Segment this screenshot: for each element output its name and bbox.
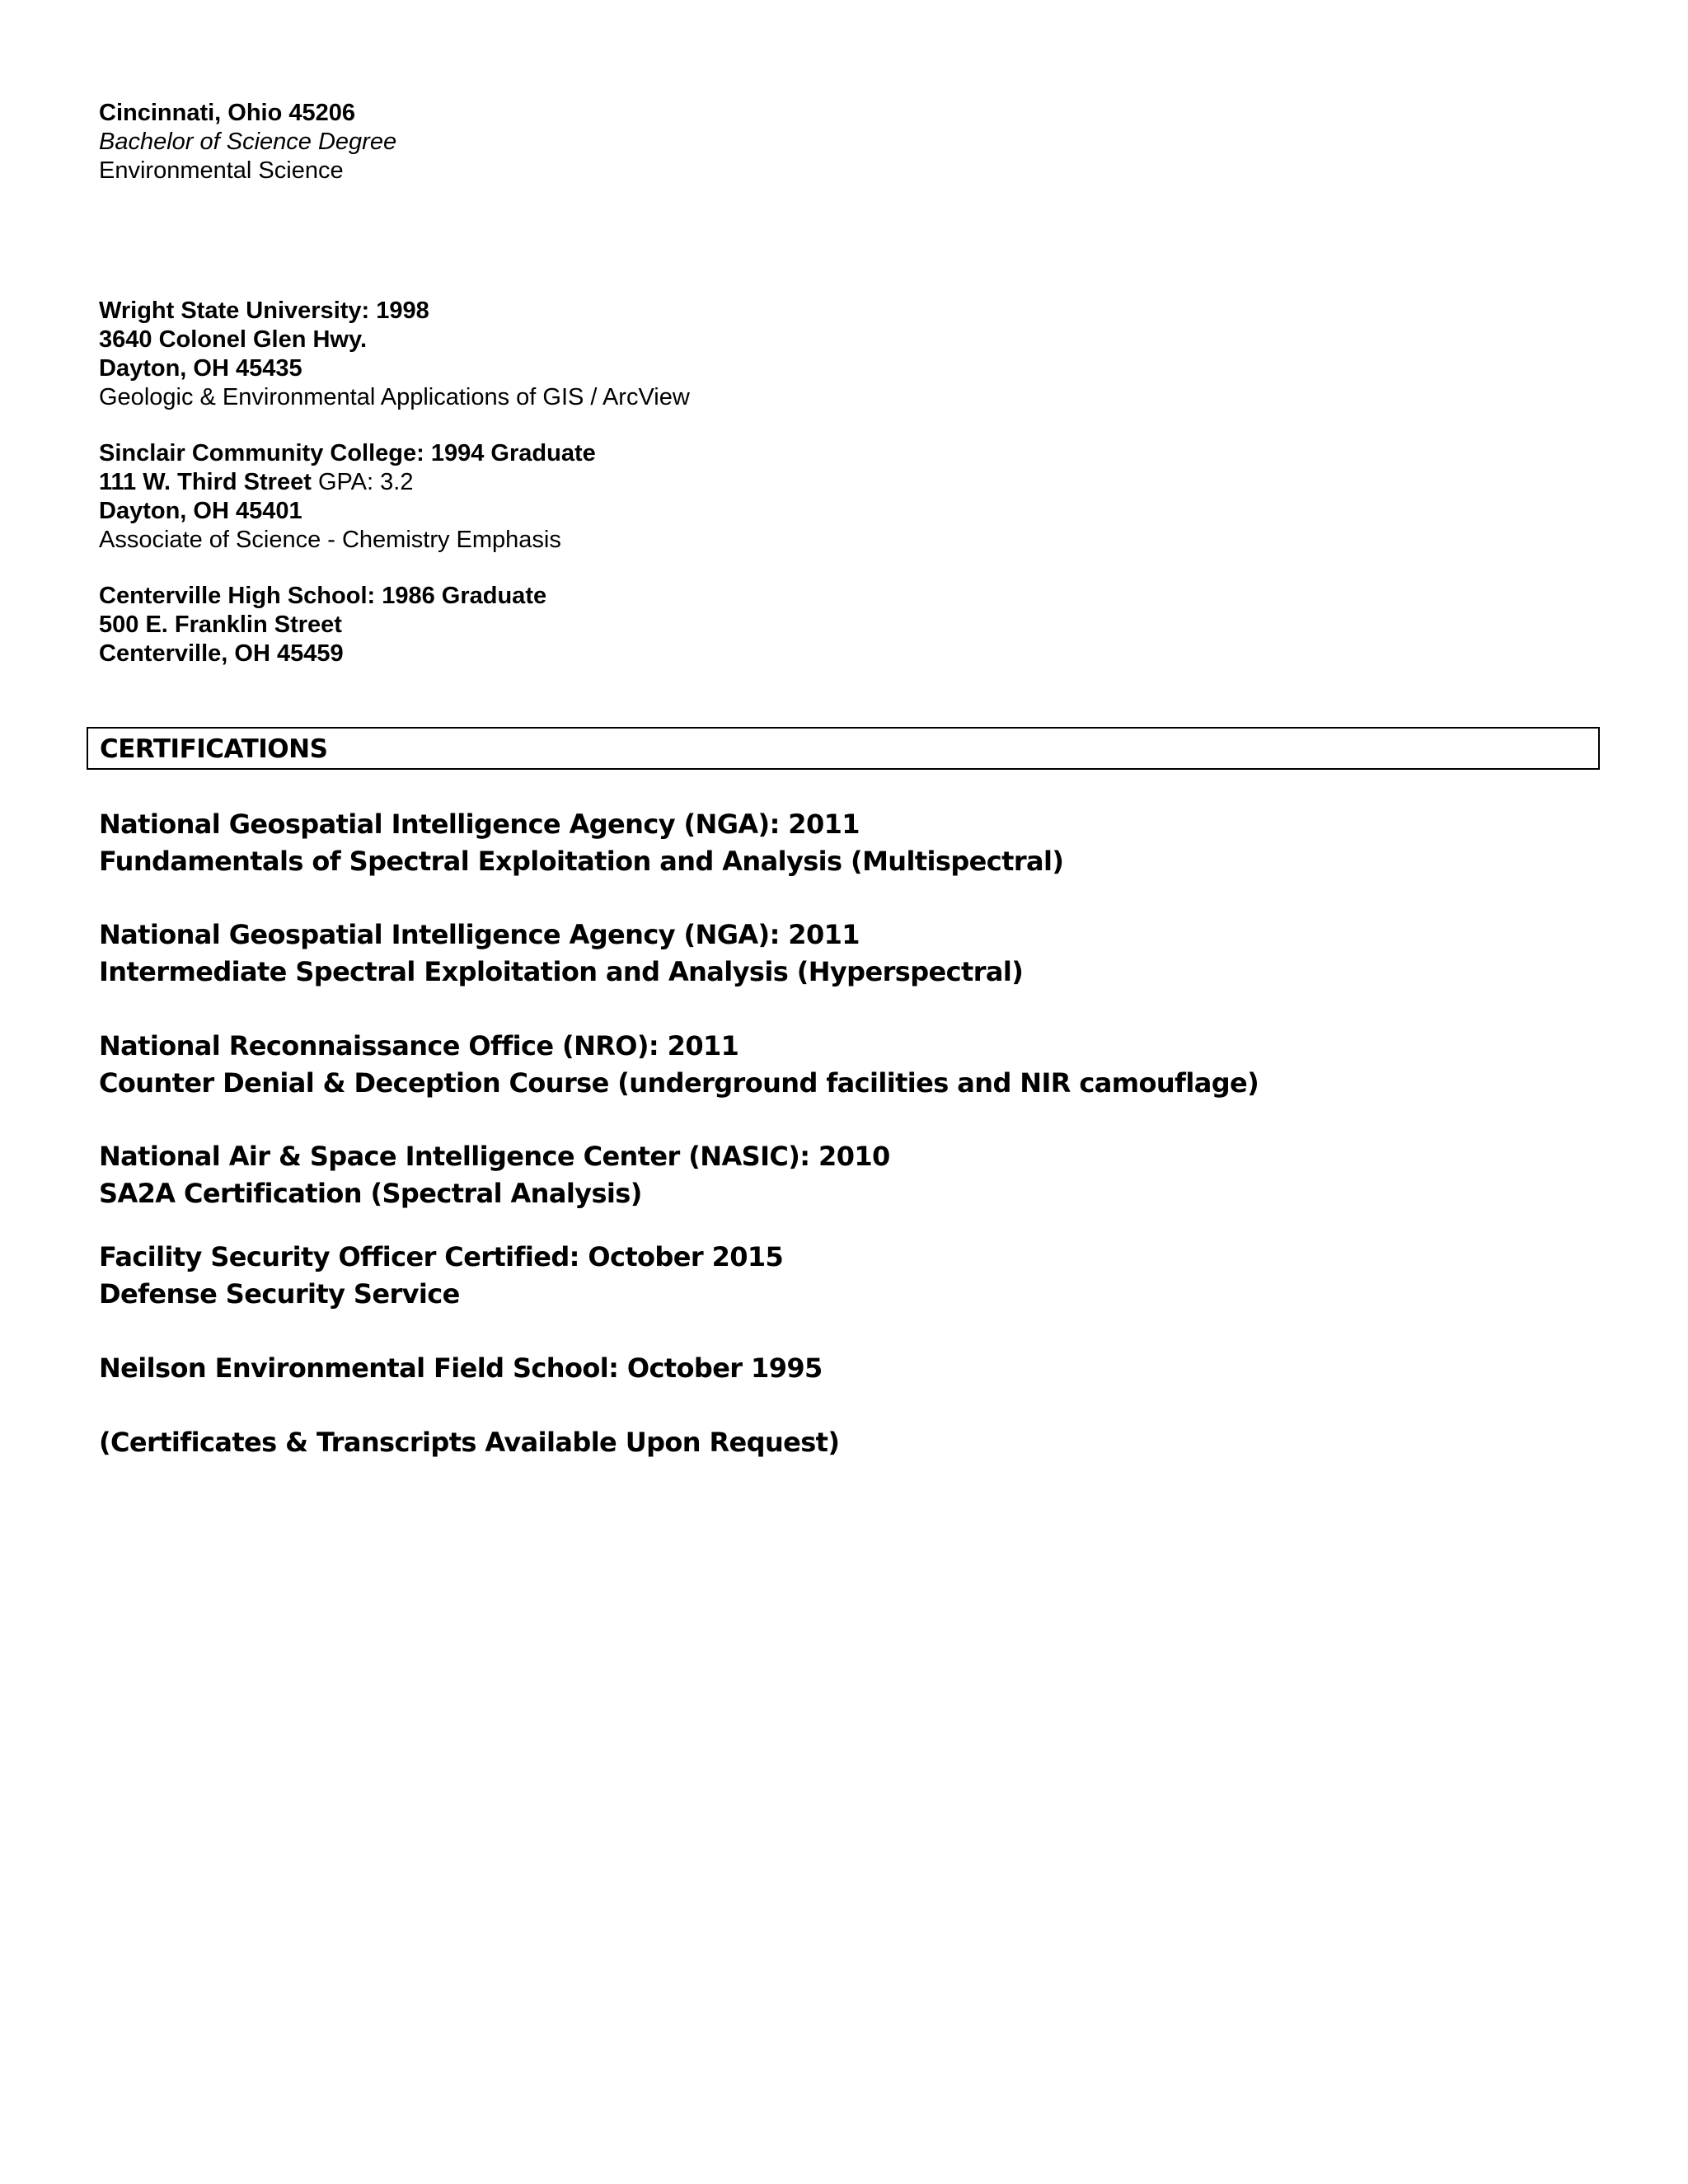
school-address: 111 W. Third Street — [99, 469, 312, 495]
gpa-value: GPA: 3.2 — [317, 469, 414, 495]
degree-field: Environmental Science — [99, 157, 344, 184]
school-name: Centerville High School: 1986 Graduate — [99, 583, 547, 609]
certification-issuer: Facility Security Officer Certified: October 2015 — [99, 1241, 784, 1272]
certification-issuer: National Geospatial Intelligence Agency (NGA): 2011 — [99, 808, 860, 840]
degree-title: Bachelor of Science Degree — [99, 129, 397, 155]
certification-entry — [99, 1138, 890, 1212]
school-address: 500 E. Franklin Street — [99, 612, 342, 638]
certification-course: Defense Security Service — [99, 1278, 460, 1310]
school-address: 3640 Colonel Glen Hwy. — [99, 326, 368, 353]
certification-issuer: National Reconnaissance Office (NRO): 2011 — [99, 1030, 739, 1062]
certification-course: Intermediate Spectral Exploitation and Analysis (Hyperspectral) — [99, 956, 1024, 987]
school-city: Dayton, OH 45401 — [99, 498, 302, 524]
certification-entry — [99, 806, 1063, 880]
certification-issuer: Neilson Environmental Field School: October 1995 — [99, 1352, 823, 1384]
education-entry-sinclair — [99, 439, 596, 555]
certification-entry — [99, 1028, 1259, 1102]
certification-entry — [99, 1239, 783, 1313]
education-entry-university — [99, 99, 396, 185]
footnote-text: (Certificates & Transcripts Available Upon Request) — [99, 1427, 840, 1458]
school-city: Dayton, OH 45435 — [99, 355, 302, 382]
school-address-line — [99, 468, 596, 497]
certifications-section-header — [87, 727, 1600, 770]
certification-entry — [99, 916, 1023, 991]
education-entry-centerville — [99, 582, 546, 668]
certification-course: Fundamentals of Spectral Exploitation and Analysis (Multispectral) — [99, 846, 1064, 877]
education-entry-wright-state — [99, 297, 690, 412]
certifications-footnote — [99, 1424, 839, 1461]
school-city: Centerville, OH 45459 — [99, 640, 344, 667]
school-name: Wright State University: 1998 — [99, 298, 429, 324]
school-name: Sinclair Community College: 1994 Graduate — [99, 440, 596, 466]
course-title: Geologic & Environmental Applications of GIS / ArcView — [99, 384, 690, 410]
certification-course: Counter Denial & Deception Course (underground facilities and NIR camouflage) — [99, 1067, 1259, 1099]
certification-course: SA2A Certification (Spectral Analysis) — [99, 1178, 642, 1209]
section-title: CERTIFICATIONS — [100, 734, 328, 764]
certification-issuer: National Air & Space Intelligence Center (NASIC): 2010 — [99, 1141, 890, 1172]
school-location: Cincinnati, Ohio 45206 — [99, 100, 356, 126]
certification-issuer: National Geospatial Intelligence Agency (NGA): 2011 — [99, 919, 860, 950]
certification-entry — [99, 1350, 823, 1387]
degree-title: Associate of Science - Chemistry Emphasis — [99, 527, 561, 553]
